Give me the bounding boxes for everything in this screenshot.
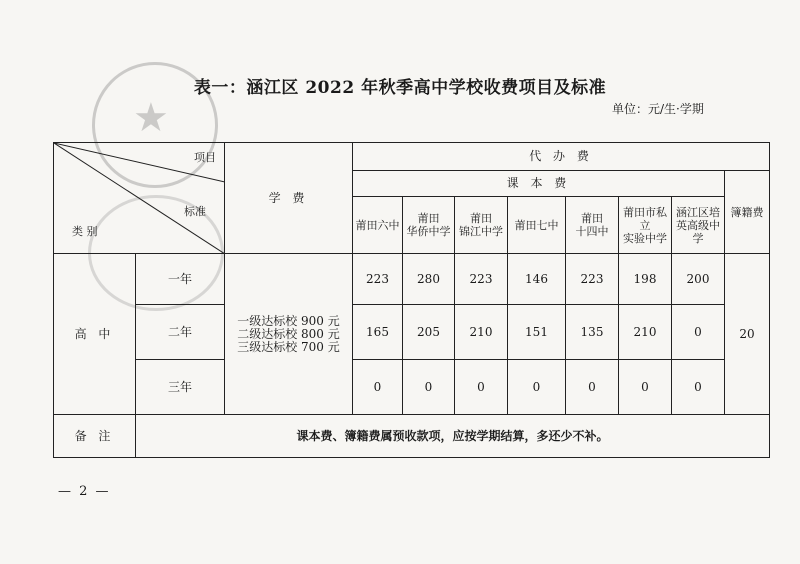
fee-cell: 223 xyxy=(353,254,403,305)
fee-cell: 0 xyxy=(508,360,566,415)
document-title: 表一：涵江区 2022 年秋季高中学校收费项目及标准 xyxy=(193,78,607,98)
fee-cell: 165 xyxy=(353,305,403,360)
fee-table xyxy=(53,142,770,458)
remark-text: 课本费、簿籍费属预收款项，应按学期结算，多还少不补。 xyxy=(136,415,770,458)
corner-label-item: 项目 xyxy=(194,151,216,164)
category-cell: 高 中 xyxy=(54,254,136,415)
school-header: 莆田市私 立 实验中学 xyxy=(619,197,672,254)
grade-cell: 二年 xyxy=(136,305,225,360)
fee-cell: 0 xyxy=(353,360,403,415)
fee-cell: 146 xyxy=(508,254,566,305)
corner-label-category: 类 别 xyxy=(72,225,98,238)
tuition-header: 学 费 xyxy=(225,143,353,254)
grade-cell: 三年 xyxy=(136,360,225,415)
fee-cell: 198 xyxy=(619,254,672,305)
fee-cell: 205 xyxy=(403,305,455,360)
header-corner-cell xyxy=(54,143,225,254)
tuition-level: 二级达标校 800 元 xyxy=(237,326,340,341)
fee-cell: 0 xyxy=(672,360,725,415)
tuition-level: 三级达标校 700 元 xyxy=(237,339,340,354)
school-header: 莆田六中 xyxy=(353,197,403,254)
remark-label: 备 注 xyxy=(54,415,136,458)
register-fee-header: 簿籍费 xyxy=(725,171,770,254)
fee-cell: 280 xyxy=(403,254,455,305)
tuition-level: 一级达标校 900 元 xyxy=(237,313,340,328)
page-number: — 2 — xyxy=(58,484,111,499)
fee-cell: 210 xyxy=(455,305,508,360)
fee-cell: 210 xyxy=(619,305,672,360)
fee-cell: 0 xyxy=(566,360,619,415)
fee-cell: 200 xyxy=(672,254,725,305)
corner-label-standard: 标准 xyxy=(184,205,206,218)
agency-fee-header: 代 办 费 xyxy=(353,143,770,171)
fee-cell: 151 xyxy=(508,305,566,360)
fee-cell: 0 xyxy=(619,360,672,415)
school-header: 莆田七中 xyxy=(508,197,566,254)
school-header: 莆田 十四中 xyxy=(566,197,619,254)
textbook-fee-header: 课 本 费 xyxy=(353,171,725,197)
school-header: 涵江区培 英高级中 学 xyxy=(672,197,725,254)
fee-cell: 223 xyxy=(455,254,508,305)
unit-label: 单位：元/生·学期 xyxy=(612,102,704,116)
fee-cell: 0 xyxy=(403,360,455,415)
grade-cell: 一年 xyxy=(136,254,225,305)
fee-cell: 0 xyxy=(672,305,725,360)
school-header: 莆田 华侨中学 xyxy=(403,197,455,254)
fee-cell: 0 xyxy=(455,360,508,415)
fee-cell: 223 xyxy=(566,254,619,305)
tuition-standards-cell xyxy=(225,254,353,415)
register-fee-cell: 20 xyxy=(725,254,770,415)
fee-cell: 135 xyxy=(566,305,619,360)
school-header: 莆田 锦江中学 xyxy=(455,197,508,254)
